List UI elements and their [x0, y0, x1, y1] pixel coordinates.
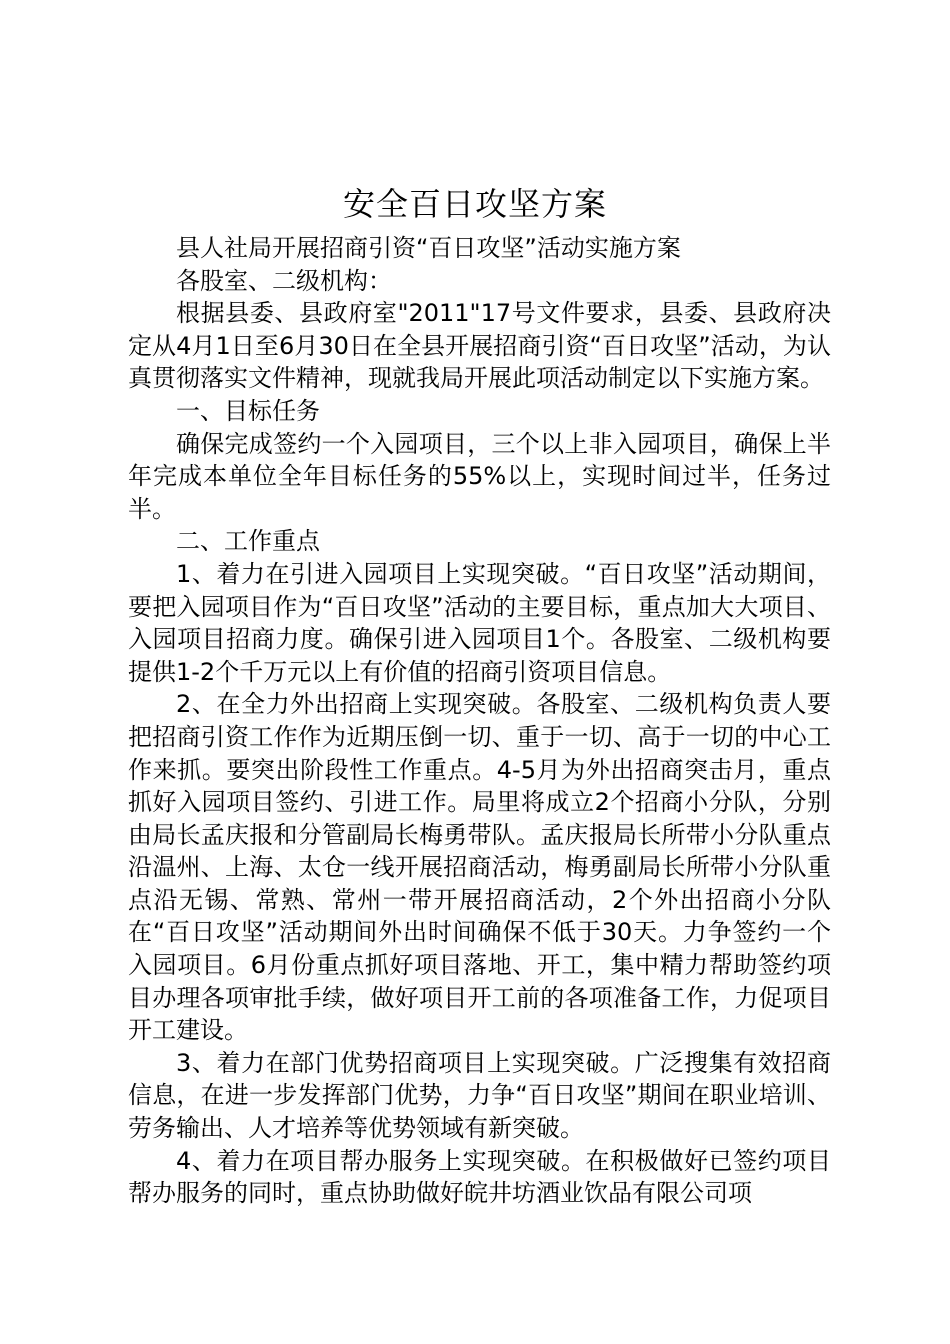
section-heading-goals: 一、目标任务	[176, 396, 320, 425]
paragraph-salutation: 各股室、二级机构：	[176, 266, 392, 295]
paragraph-goals: 确保完成签约一个入园项目，三个以上非入园项目，确保上半年完成本单位全年目标任务的55%以上，实现时间过半，任务过半。	[128, 429, 831, 523]
document-body	[128, 232, 831, 1210]
paragraph-intro: 根据县委、县政府室"2011"17号文件要求，县委、县政府决定从4月1日至6月30日在全县开展招商引资“百日攻坚”活动，为认真贯彻落实文件精神，现就我局开展此项活动制定以下实施方案。	[128, 299, 831, 393]
paragraph-focus-1: 1、着力在引进入园项目上实现突破。“百日攻坚”活动期间，要把入园项目作为“百日攻坚”活动的主要目标，重点加大大项目、入园项目招商力度。确保引进入园项目1个。各股室、二级机构要提供1-2个千万元以上有价值的招商引资项目信息。	[128, 559, 831, 686]
section-heading-focus: 二、工作重点	[176, 527, 320, 556]
paragraph-focus-3: 3、着力在部门优势招商项目上实现突破。广泛搜集有效招商信息，在进一步发挥部门优势，力争“百日攻坚”期间在职业培训、劳务输出、人才培养等优势领域有新突破。	[128, 1048, 831, 1143]
paragraph-focus-4: 4、着力在项目帮办服务上实现突破。在积极做好已签约项目帮办服务的同时，重点协助做好皖井坊酒业饮品有限公司项	[128, 1146, 831, 1208]
paragraph-focus-2: 2、在全力外出招商上实现突破。各股室、二级机构负责人要把招商引资工作作为近期压倒一切、重于一切、高于一切的中心工作来抓。要突出阶段性工作重点。4-5月为外出招商突击月，重点抓好入园项目签约、引进工作。局里将成立2个招商小分队，分别由局长孟庆报和分管副局长梅勇带队。孟庆报局长所带小分队重点沿温州、上海、太仓一线开展招商活动，梅勇副局长所带小分队重点沿无锡、常熟、常州一带开展招商活动，2个外出招商小分队在“百日攻坚”活动期间外出时间确保不低于30天。力争签约一个入园项目。6月份重点抓好项目落地、开工，集中精力帮助签约项目办理各项审批手续，做好项目开工前的各项准备工作，力促项目开工建设。	[128, 690, 831, 1045]
document-title: 安全百日攻坚方案	[342, 185, 607, 223]
paragraph-plan-heading: 县人社局开展招商引资“百日攻坚”活动实施方案	[176, 234, 681, 262]
